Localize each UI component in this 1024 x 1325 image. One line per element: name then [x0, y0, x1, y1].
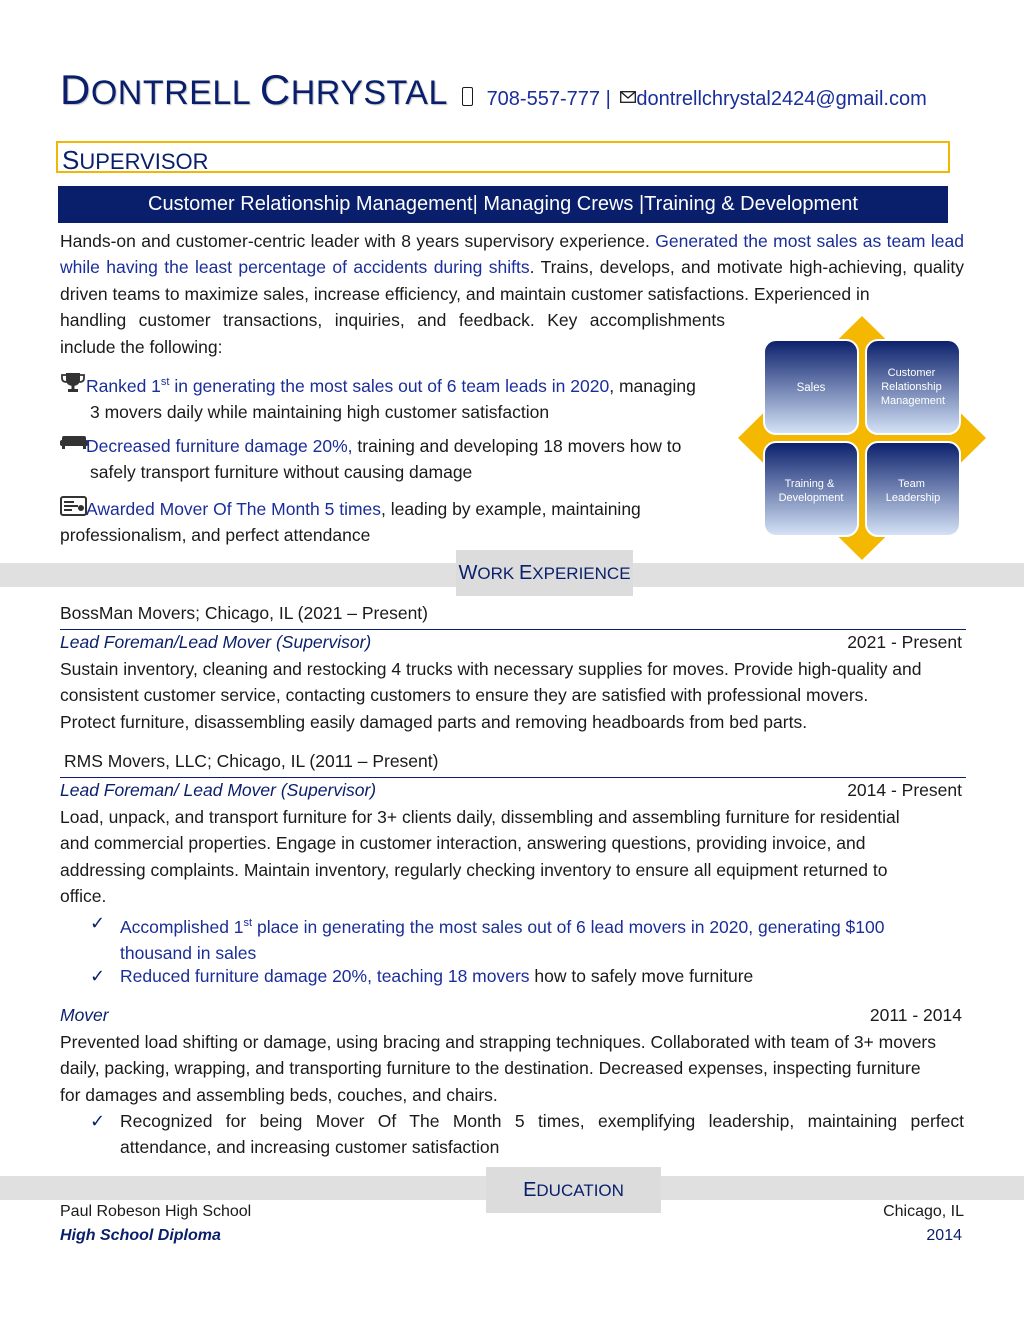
role-title: Lead Foreman/Lead Mover (Supervisor) — [60, 632, 372, 652]
diagram-tile-team — [866, 442, 960, 536]
job-title: SUPERVISOR — [62, 145, 209, 175]
phone-number[interactable]: 708-557-777 — [486, 88, 600, 110]
divider — [60, 777, 966, 778]
section-heading-work-experience: WORK EXPERIENCE — [456, 550, 633, 596]
diagram-label: Team — [898, 478, 925, 490]
summary-line: include the following: — [60, 337, 223, 357]
sofa-icon — [60, 432, 86, 454]
diagram-tile-crm — [866, 340, 960, 434]
divider — [60, 629, 966, 630]
diagram-label: Development — [778, 492, 844, 504]
diagram-label: Relationship — [881, 381, 942, 393]
check-icon: ✓ — [90, 966, 106, 986]
skills-bar: Customer Relationship Management| Managing Crews |Training & Development — [58, 186, 948, 223]
summary-paragraph: Hands-on and customer-centric leader with 8 years supervisory experience. Generated the most sales as team lead while having the least percentage of accidents during shifts. Trains, develops, and motivate high-achieving, quality driven teams to maximize sales, increase efficiency, and maintain customer satisfactions. Experienced in — [60, 231, 964, 304]
check-icon: ✓ — [90, 913, 106, 933]
degree: High School Diploma — [60, 1227, 221, 1244]
diagram-tile-sales — [764, 340, 858, 434]
role-title: Lead Foreman/ Lead Mover (Supervisor) — [60, 780, 377, 800]
phone-icon — [462, 87, 473, 106]
role-title: Mover — [60, 1005, 109, 1025]
role-dates: 2011 - 2014 — [869, 1005, 962, 1025]
mail-icon — [620, 86, 636, 109]
email-link[interactable]: dontrellchrystal2424@gmail.com — [636, 88, 927, 110]
trophy-icon — [60, 372, 86, 394]
diagram-label: Customer — [887, 367, 936, 379]
achievement-item: Awarded Mover Of The Month 5 times, leading by example, maintaining professionalism, and perfect attendance — [60, 495, 730, 549]
graduation-year: 2014 — [926, 1227, 962, 1244]
school-location: Chicago, IL — [883, 1203, 964, 1220]
bullet-item: ✓ Accomplished 1st place in generating the most sales out of 6 lead movers in 2020, generating $100 thousand in sales — [90, 910, 964, 967]
certificate-icon — [60, 495, 86, 517]
contact-info: 708-557-777 | dontrellchrystal2424@gmail.com — [462, 86, 927, 111]
skills-diagram — [738, 316, 986, 560]
achievement-item: Decreased furniture damage 20%, training and developing 18 movers how to safely transport furniture without causing damage — [60, 432, 730, 486]
diagram-label: Management — [880, 395, 946, 407]
company-name: BossMan Movers; Chicago, IL (2021 – Present) — [60, 603, 428, 623]
bullet-item: ✓ Reduced furniture damage 20%, teaching 18 movers how to safely move furniture — [90, 963, 964, 989]
achievement-item: Ranked 1st in generating the most sales out of 6 team leads in 2020, managing 3 movers daily while maintaining high customer satisfaction — [60, 369, 730, 426]
section-heading-education: EDUCATION — [486, 1167, 661, 1213]
bullet-item: ✓ Recognized for being Mover Of The Month 5 times, exemplifying leadership, maintaining perfect attendance, and increasing customer satisfaction — [90, 1108, 964, 1161]
diagram-tile-training — [764, 442, 858, 536]
job-title-box — [56, 141, 950, 173]
role-description: Load, unpack, and transport furniture for 3+ clients daily, dissembling and assembling furniture for residential and commercial properties. Engage in customer interaction, answering questions, providing invoice, and addressing complaints. Maintain inventory, regularly checking inventory to ensure all equipment returned to office. — [60, 807, 900, 907]
company-name: RMS Movers, LLC; Chicago, IL (2011 – Present) — [64, 751, 439, 771]
role-description: Prevented load shifting or damage, using bracing and strapping techniques. Collaborated with team of 3+ movers daily, packing, wrapping, and transporting furniture to the destination. Decreased expenses, inspecting furniture for damages and assembling beds, couches, and chairs. — [60, 1032, 937, 1105]
role-dates: 2014 - Present — [847, 780, 962, 800]
svg-text:Customer Relationship — [881, 367, 945, 407]
summary-highlight: Generated the most sales as team lead while having the least percentage of accidents during shifts — [60, 231, 964, 278]
summary-line: handling customer transactions, inquiries, and feedback. Key accomplishments — [60, 310, 725, 330]
diagram-label: Training & — [784, 478, 835, 490]
role-description: Sustain inventory, cleaning and restocking 4 trucks with necessary supplies for moves. Provide high-quality and consistent customer service, contacting customers to ensure they are satisfied with professional movers. Protect furniture, disassembling easily damaged parts and removing headboards from bed parts. — [60, 659, 922, 732]
school-name: Paul Robeson High School — [60, 1203, 252, 1220]
candidate-name: DONTRELL CHRYSTAL — [60, 66, 448, 113]
diagram-label: Sales — [796, 382, 826, 394]
check-icon: ✓ — [90, 1111, 106, 1131]
role-dates: 2021 - Present — [847, 632, 962, 652]
diagram-label: Leadership — [885, 492, 941, 504]
